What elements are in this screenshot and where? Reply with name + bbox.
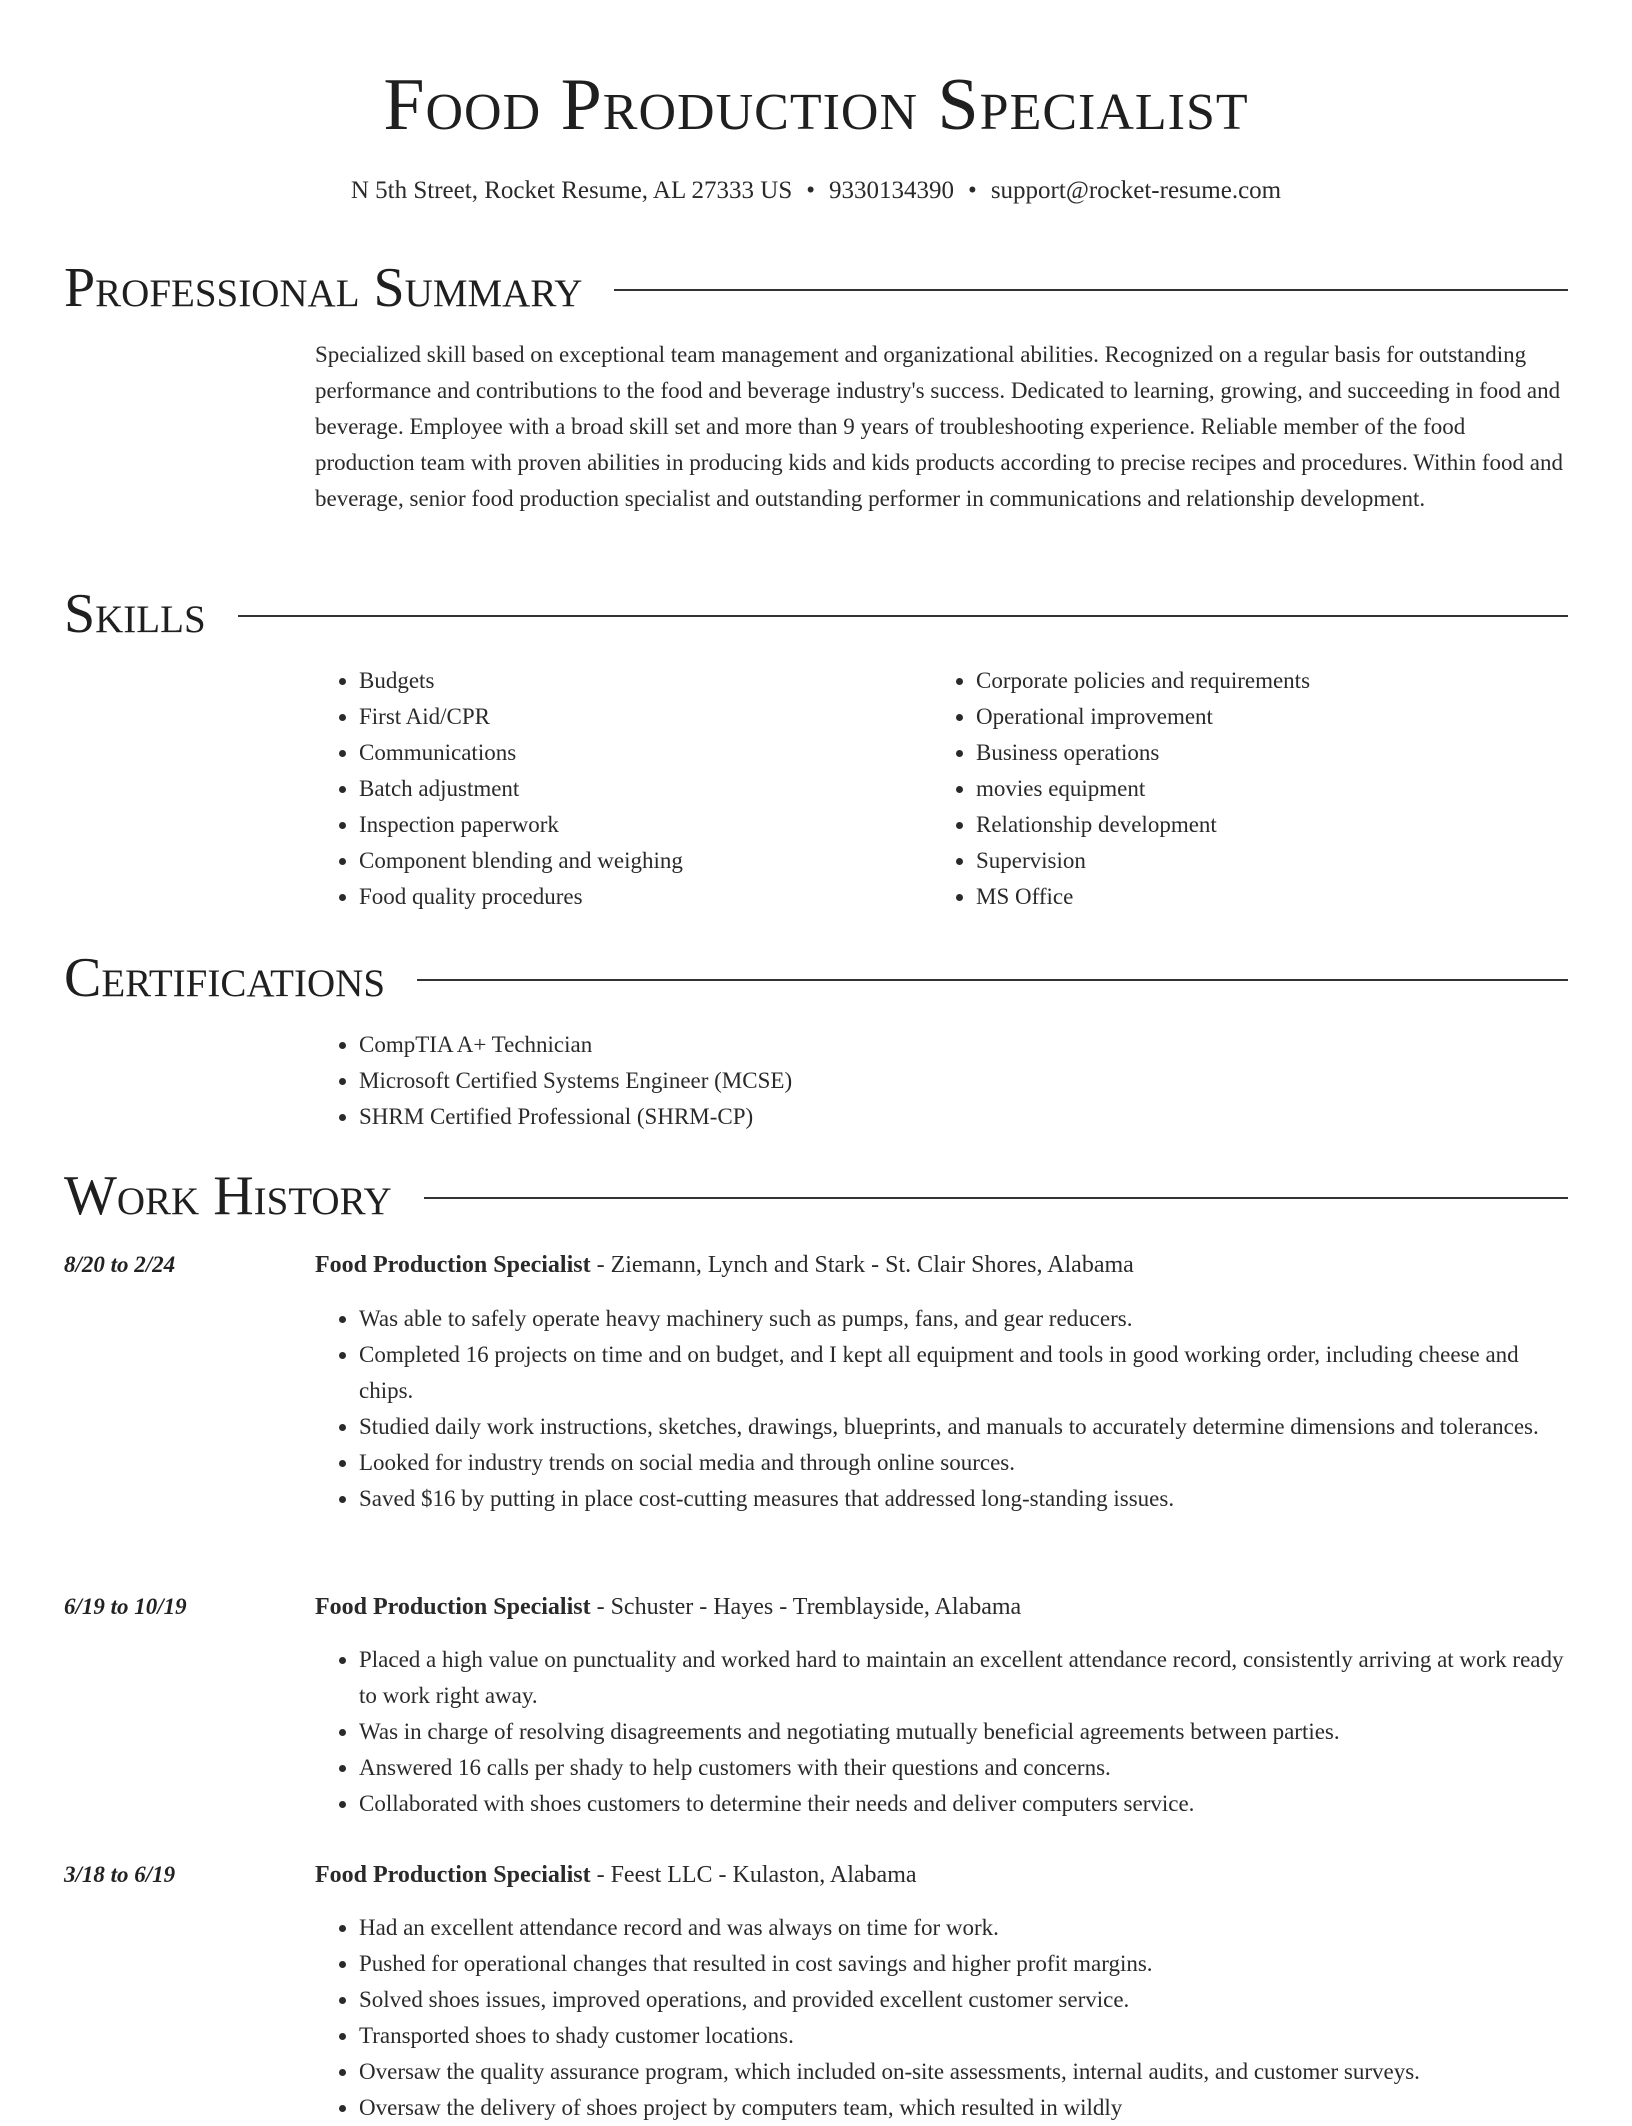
contact-address: N 5th Street, Rocket Resume, AL 27333 US: [350, 177, 793, 204]
section-divider: [424, 1197, 1568, 1199]
skill-item: • MS Office: [976, 879, 1549, 915]
job-bullet: • Had an excellent attendance record and was always on time for work.: [359, 1910, 1568, 1946]
skills-list: [315, 663, 1568, 915]
skills-column-right: [932, 663, 1549, 915]
work-section-header: [64, 1164, 1568, 1228]
job-bullets: [315, 1642, 1568, 1822]
skill-item: • movies equipment: [976, 771, 1549, 807]
job-bullet: • Saved $16 by putting in place cost-cutting measures that addressed long-standing issues.: [359, 1481, 1568, 1517]
resume-name: Food Production Specialist: [383, 64, 1249, 146]
job-heading: [315, 1589, 1568, 1625]
summary-text: Specialized skill based on exceptional team management and organizational abilities. Recognized on a regular basis for outstanding performance and contributions to the food and beverage industry's success. Dedicated to learning, growing, and succeeding in food and beverage. Employee with a broad skill set and more than 9 years of troubleshooting experience. Reliable member of the food production team with proven abilities in producing kids and kids products according to precise recipes and procedures. Within food and beverage, senior food production specialist and outstanding performer in communications and relationship development.: [315, 342, 1563, 511]
job-role: Food Production Specialist: [315, 1862, 591, 1888]
job-bullet: • Was able to safely operate heavy machinery such as pumps, fans, and gear reducers.: [359, 1301, 1568, 1337]
certification-item: • CompTIA A+ Technician: [359, 1027, 1568, 1063]
section-divider: [417, 979, 1568, 981]
certifications-section-header: [64, 946, 1568, 1010]
summary-section-header: [64, 256, 1568, 320]
contact-line: [0, 174, 1632, 208]
job-bullet: • Was in charge of resolving disagreements and negotiating mutually beneficial agreements between parties.: [359, 1714, 1568, 1750]
skill-item: • Operational improvement: [976, 699, 1549, 735]
job-dates: 6/19 to 10/19: [64, 1594, 187, 1619]
certification-item: • Microsoft Certified Systems Engineer (MCSE): [359, 1063, 1568, 1099]
job-employer: - Feest LLC - Kulaston, Alabama: [590, 1862, 917, 1888]
job-bullets: [315, 1910, 1568, 2126]
work-section-title: Work History: [64, 1165, 392, 1227]
skill-item: • Food quality procedures: [359, 879, 932, 915]
summary-section-title: Professional Summary: [64, 257, 583, 319]
skill-item: • Relationship development: [976, 807, 1549, 843]
job-bullet: • Answered 16 calls per shady to help customers with their questions and concerns.: [359, 1750, 1568, 1786]
job-bullet: • Collaborated with shoes customers to determine their needs and deliver computers service.: [359, 1786, 1568, 1822]
skill-item: • Supervision: [976, 843, 1549, 879]
skill-item: • Budgets: [359, 663, 932, 699]
skill-item: • Business operations: [976, 735, 1549, 771]
section-divider: [238, 615, 1568, 617]
skill-item: • Inspection paperwork: [359, 807, 932, 843]
skills-section-title: Skills: [64, 583, 206, 645]
job-dates: 3/18 to 6/19: [64, 1862, 176, 1887]
section-divider: [614, 289, 1568, 291]
skill-item: • Batch adjustment: [359, 771, 932, 807]
job-dates: 8/20 to 2/24: [64, 1252, 176, 1277]
job-bullet: • Looked for industry trends on social media and through online sources.: [359, 1445, 1568, 1481]
job-bullet: • Pushed for operational changes that resulted in cost savings and higher profit margins.: [359, 1946, 1568, 1982]
contact-email: support@rocket-resume.com: [990, 177, 1282, 204]
job-role: Food Production Specialist: [315, 1594, 591, 1620]
job-heading: [315, 1857, 1568, 1893]
skill-item: • Component blending and weighing: [359, 843, 932, 879]
skill-item: • First Aid/CPR: [359, 699, 932, 735]
job-bullet: • Oversaw the quality assurance program, which included on-site assessments, internal audits, and customer surveys.: [359, 2054, 1568, 2090]
contact-separator: •: [968, 177, 977, 204]
skills-section-header: [64, 582, 1568, 646]
job-employer: - Schuster - Hayes - Tremblayside, Alabama: [590, 1594, 1022, 1620]
job-bullet: • Solved shoes issues, improved operations, and provided excellent customer service.: [359, 1982, 1568, 2018]
contact-separator: •: [806, 177, 816, 204]
certifications-list: [315, 1027, 1568, 1135]
skill-item: • Corporate policies and requirements: [976, 663, 1549, 699]
job-role: Food Production Specialist: [315, 1252, 591, 1278]
job-bullet: • Placed a high value on punctuality and worked hard to maintain an excellent attendance record, consistently arriving at work ready to work right away.: [359, 1642, 1568, 1714]
contact-phone: 9330134390: [829, 177, 955, 204]
certifications-section-title: Certifications: [64, 947, 386, 1009]
job-employer: - Ziemann, Lynch and Stark - St. Clair Shores, Alabama: [590, 1252, 1134, 1278]
skills-column-left: [315, 663, 932, 915]
job-bullet: • Studied daily work instructions, sketches, drawings, blueprints, and manuals to accurately determine dimensions and tolerances.: [359, 1409, 1568, 1445]
job-bullet: • Transported shoes to shady customer locations.: [359, 2018, 1568, 2054]
job-bullet: • Oversaw the delivery of shoes project by computers team, which resulted in wildly: [359, 2090, 1568, 2126]
job-heading: [315, 1247, 1568, 1283]
certification-item: • SHRM Certified Professional (SHRM-CP): [359, 1099, 1568, 1135]
job-bullets: [315, 1301, 1568, 1517]
skill-item: • Communications: [359, 735, 932, 771]
job-bullet: • Completed 16 projects on time and on budget, and I kept all equipment and tools in good working order, including cheese and chips.: [359, 1337, 1568, 1409]
